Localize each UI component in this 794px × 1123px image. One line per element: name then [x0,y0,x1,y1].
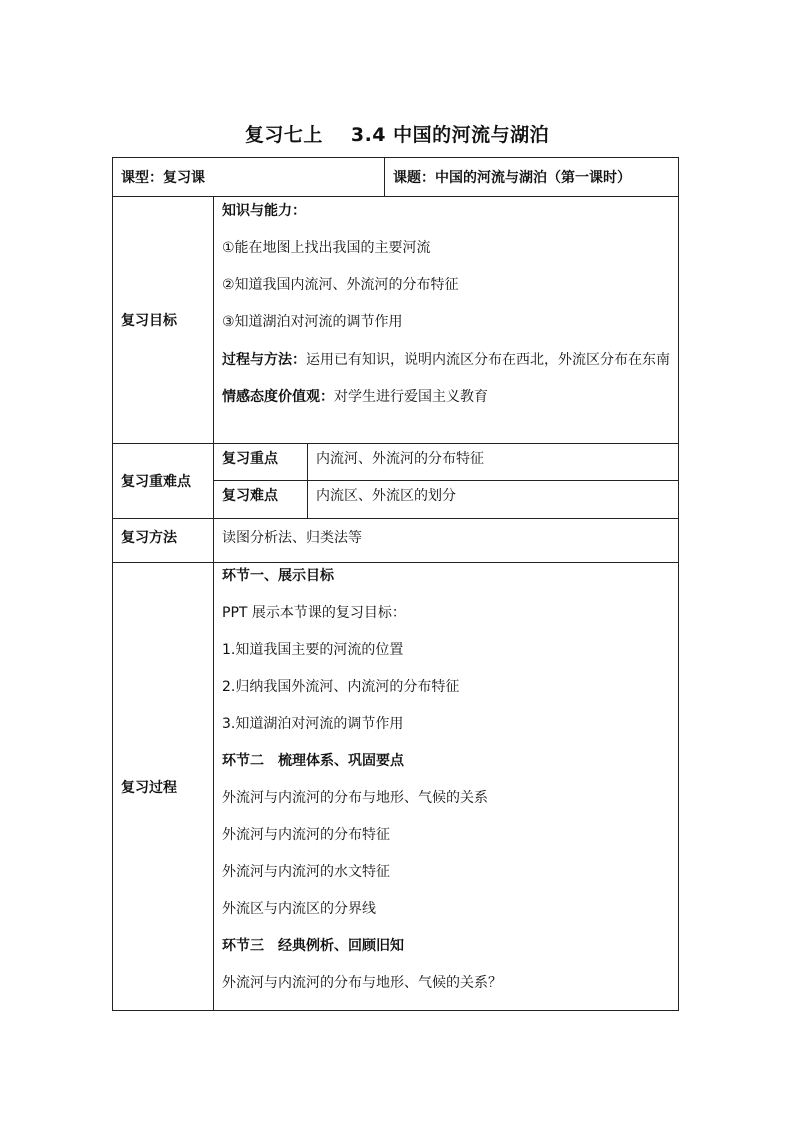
process-row-label: 复习过程 [113,563,214,1011]
knowledge-heading: 知识与能力： [222,203,306,219]
difficulty-text: 内流区、外流区的划分 [308,481,679,519]
lesson-type-cell: 课型：复习课 [113,158,385,197]
method-text: 读图分析法、归类法等 [214,519,679,563]
process-content [214,563,679,1011]
step2-item: 外流河与内流河的水文特征 [222,864,390,880]
method-row-label: 复习方法 [113,519,214,563]
step1-item: 1.知道我国主要的河流的位置 [222,642,404,658]
step2-item: 外流河与内流河的分布特征 [222,827,390,843]
lesson-topic-cell: 课题：中国的河流与湖泊（第一课时） [385,158,679,197]
goals-content [214,197,679,444]
key-points-row-label: 复习重难点 [113,444,214,519]
title-main: 复习七上 [244,124,323,146]
method-row [113,519,679,563]
focus-label: 复习重点 [214,444,308,481]
goal-item: ①能在地图上找出我国的主要河流 [222,240,431,256]
step1-heading: 环节一、展示目标 [222,568,334,584]
goal-item: ③知道湖泊对河流的调节作用 [222,314,403,330]
focus-row [113,444,679,481]
goal-item: ②知道我国内流河、外流河的分布特征 [222,277,459,293]
goals-row-label: 复习目标 [113,197,214,444]
step2-item: 外流河与内流河的分布与地形、气候的关系 [222,790,488,806]
emotion-values [222,388,670,406]
step1-item: 3.知道湖泊对河流的调节作用 [222,716,404,732]
step1-item: 2.归纳我国外流河、内流河的分布特征 [222,679,460,695]
step3-heading: 环节三 经典例析、回顾旧知 [222,938,404,954]
difficulty-label: 复习难点 [214,481,308,519]
lesson-plan-table [112,157,679,1011]
page-title [0,120,794,147]
process-text: 运用已有知识，说明内流区分布在西北，外流区分布在东南 [306,352,670,368]
process-heading: 过程与方法： [222,352,306,368]
emotion-heading: 情感态度价值观： [222,389,334,405]
header-row [113,158,679,197]
process-method [222,350,670,371]
step3-item: 外流河与内流河的分布与地形、气候的关系？ [222,975,502,991]
goals-row [113,197,679,444]
step1-intro: PPT 展示本节课的复习目标： [222,605,406,621]
step2-heading: 环节二 梳理体系、巩固要点 [222,753,404,769]
process-row [113,563,679,1011]
title-sub: 3.4 中国的河流与湖泊 [350,124,550,146]
emotion-text: 对学生进行爱国主义教育 [334,389,488,405]
step2-item: 外流区与内流区的分界线 [222,901,376,917]
focus-text: 内流河、外流河的分布特征 [308,444,679,481]
